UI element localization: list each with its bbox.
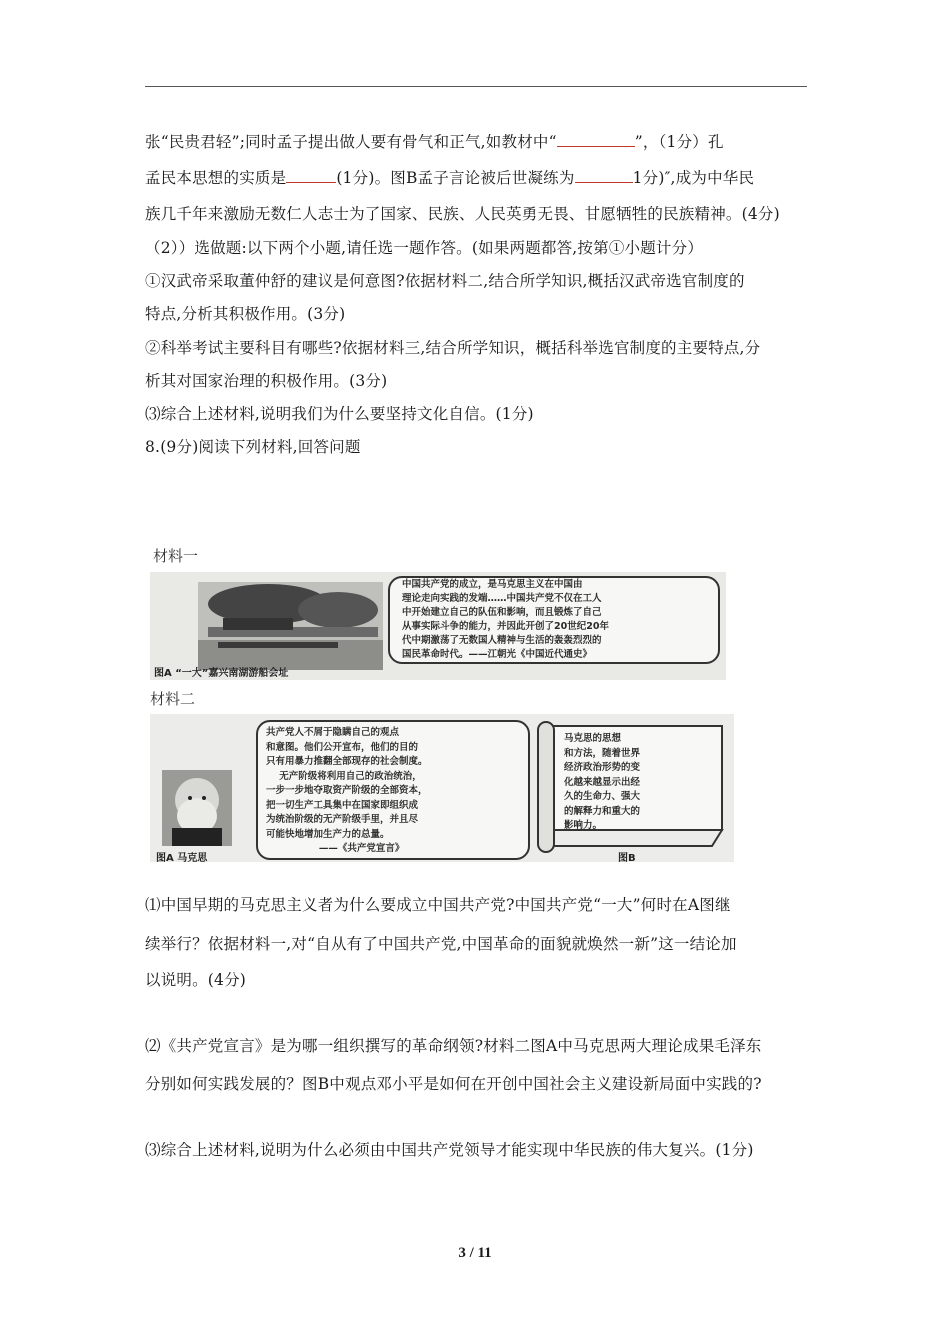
question-1-line-2: 续举行？依据材料一,对“自从有了中国共产党,中国革命的面貌就焕然一新”这一结论加 <box>145 935 737 953</box>
material-2-caption-a: 图A 马克思 <box>156 853 208 862</box>
text-line-4: （2））选做题:以下两个小题,请任选一题作答。(如果两题都答,按第①小题计分） <box>145 239 704 257</box>
text-line-9: ⑶综合上述材料,说明我们为什么要坚持文化自信。(1分) <box>145 405 534 423</box>
page-number: 3 / 11 <box>458 1245 492 1261</box>
text-line-6: 特点,分析其积极作用。(3分) <box>145 305 346 323</box>
answer-blank[interactable] <box>286 168 336 183</box>
question-2-line-1: ⑵《共产党宣言》是为哪一组织撰写的革命纲领?材料二图A中马克思两大理论成果毛泽东 <box>145 1037 762 1055</box>
boat-photo <box>198 582 383 670</box>
answer-blank[interactable] <box>557 132 635 147</box>
question-3-line: ⑶综合上述材料,说明为什么必须由中国共产党领导才能实现中华民族的伟大复兴。(1分) <box>145 1141 754 1159</box>
material-1-quote: 中国共产党的成立，是马克思主义在中国由 理论走向实践的发端……中国共产党不仅在工人 中开始建立自己的队伍和影响，而且锻炼了自己 从事实际斗争的能力，并因此开创了20世纪20年 代中期激荡了无数国人精神与生活的轰轰烈烈的 国民革命时代。——江朝光《中国近代通史》 <box>402 579 609 660</box>
material-2-label: 材料二 <box>150 690 196 708</box>
question-8-title: 8.(9分)阅读下列材料,回答问题 <box>145 438 361 456</box>
text-line-1: 张“民贵君轻”;同时孟子提出做人要有骨气和正气,如教材中“ ”，（1分）孔 <box>145 133 724 151</box>
material-1-caption: 图A “一大”嘉兴南湖游船会址 <box>154 668 289 679</box>
marx-portrait <box>162 770 232 846</box>
material-2-caption-b: 图B <box>618 853 636 862</box>
answer-blank[interactable] <box>575 168 633 183</box>
text-line-8: 析其对国家治理的积极作用。(3分) <box>145 372 388 390</box>
text-line-5: ①汉武帝采取董仲舒的建议是何意图?依据材料二,结合所学知识,概括汉武帝选官制度的 <box>145 272 745 290</box>
material-2-quote: 共产党人不屑于隐瞒自己的观点 和意图。他们公开宣布，他们的目的 只有用暴力推翻全部现存的社会制度。 无产阶级将利用自己的政治统治， 一步一步地夺取资产阶级的全部资本， 把一切生产工具集中在国家即组织成 为统治阶级的无产阶级手里，并且尽 可能快地增加生产力的总量。 ——《共产党宣言》 <box>266 727 428 854</box>
header-rule <box>145 86 807 87</box>
question-1-line-3: 以说明。(4分) <box>145 971 247 989</box>
question-2-line-2: 分别如何实践发展的？图B中观点邓小平是如何在开创中国社会主义建设新局面中实践的? <box>145 1075 762 1093</box>
text-line-2: 孟民本思想的实质是 (1分)。图B孟子言论被后世凝练为 1分)″,成为中华民 <box>145 169 755 187</box>
material-1-image <box>150 572 726 680</box>
text-line-3: 族几千年来激励无数仁人志士为了国家、民族、人民英勇无畏、甘愿牺牲的民族精神。(4分) <box>145 205 780 223</box>
text-line-7: ②科举考试主要科目有哪些?依据材料三,结合所学知识，概括科举选官制度的主要特点,分 <box>145 339 761 357</box>
material-1-label: 材料一 <box>153 547 199 565</box>
material-2-image <box>150 714 734 862</box>
question-1-line-1: ⑴中国早期的马克思主义者为什么要成立中国共产党?中国共产党“一大”何时在A图继 <box>145 896 731 914</box>
material-2-scroll-text: 马克思的思想 和方法，随着世界 经济政治形势的变 化越来越显示出经 久的生命力、强大 的解释力和重大的 影响力。 <box>564 733 641 831</box>
